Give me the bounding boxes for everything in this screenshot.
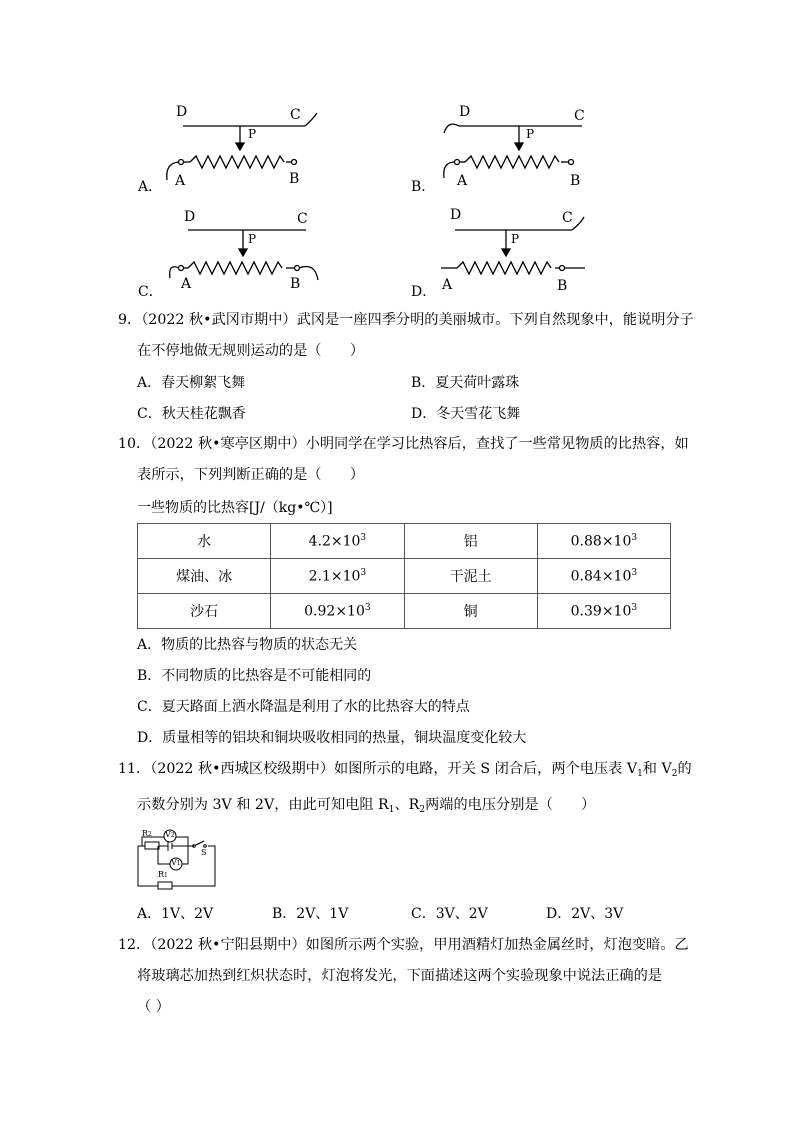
q9-stem-line2: 在不停地做无规则运动的是（ ） xyxy=(137,343,365,359)
q9-option-d[interactable]: D．冬天雪花飞舞 xyxy=(411,406,521,422)
q8-d-label-b: B xyxy=(557,278,568,294)
q11-label-v1: V1 xyxy=(171,858,181,867)
table-cell: $2.1\times 10^3$ xyxy=(271,559,404,594)
q8-option-a-diagram xyxy=(167,113,317,180)
q10-option-a[interactable]: A．物质的比热容与物质的状态无关 xyxy=(137,637,358,653)
q10-table-caption: 一些物质的比热容[J/（kg•℃）] xyxy=(137,500,333,516)
table-row xyxy=(138,559,671,594)
q11-label-s: S xyxy=(201,848,207,857)
table-cell: $0.92\times 10^3$ xyxy=(271,594,404,629)
q8-d-label-a: A xyxy=(442,277,453,293)
q8-c-label-c: C xyxy=(297,211,308,227)
table-cell: 干泥土 xyxy=(404,559,537,594)
q12-stem xyxy=(118,930,689,1023)
q8-option-d-label[interactable]: D． xyxy=(411,284,437,300)
q10-stem xyxy=(118,429,689,491)
q8-a-label-d: D xyxy=(176,104,188,120)
table-cell: 沙石 xyxy=(138,594,271,629)
q9-option-a[interactable]: A．春天柳絮飞舞 xyxy=(137,375,246,391)
table-cell: $0.88\times 10^3$ xyxy=(537,524,670,559)
table-cell: 铝 xyxy=(404,524,537,559)
q9-option-b[interactable]: B．夏天荷叶露珠 xyxy=(411,375,520,391)
q12-stem-line1: 12．（2022 秋•宁阳县期中）如图所示两个实验，甲用酒精灯加热金属丝时，灯泡变暗。乙 xyxy=(118,937,689,953)
q8-c-label-p: P xyxy=(248,232,257,246)
table-cell: $0.84\times 10^3$ xyxy=(537,559,670,594)
table-cell: 铜 xyxy=(404,594,537,629)
q9-stem-line1: 9．（2022 秋•武冈市期中）武冈是一座四季分明的美丽城市。下列自然现象中，能说明分子 xyxy=(118,312,694,328)
q8-option-a-label[interactable]: A． xyxy=(138,179,163,195)
q11-label-v2: V2 xyxy=(165,830,175,839)
q10-stem-line2: 表所示，下列判断正确的是（ ） xyxy=(137,467,365,483)
q8-a-label-a: A xyxy=(175,173,186,189)
q10-option-c[interactable]: C．夏天路面上洒水降温是利用了水的比热容大的特点 xyxy=(137,699,470,715)
q8-b-label-c: C xyxy=(574,108,585,124)
specific-heat-table xyxy=(137,523,671,629)
q8-a-label-c: C xyxy=(290,107,301,123)
q8-d-label-p: P xyxy=(511,232,520,246)
q8-a-label-p: P xyxy=(248,127,257,141)
q11-option-c[interactable]: C．3V、2V xyxy=(411,906,488,922)
q10-option-d[interactable]: D．质量相等的铝块和铜块吸收相同的热量，铜块温度变化较大 xyxy=(137,730,527,746)
q11-stem-line2: 示数分别为 3V 和 2V，由此可知电阻 $R_1$、$R_2$两端的电压分别是（ ） xyxy=(137,797,596,815)
q8-option-c-diagram xyxy=(170,230,318,280)
table-cell: $4.2\times 10^3$ xyxy=(271,524,404,559)
q8-c-label-b: B xyxy=(290,276,301,292)
table-row xyxy=(138,594,671,629)
q8-b-label-b: B xyxy=(570,173,581,189)
q8-d-label-c: C xyxy=(562,210,573,226)
table-cell: 煤油、冰 xyxy=(138,559,271,594)
q8-b-label-d: D xyxy=(459,104,471,120)
q8-b-label-p: P xyxy=(526,127,535,141)
q12-stem-line3: （ ） xyxy=(137,999,170,1015)
q10-stem-line1: 10．（2022 秋•寒亭区期中）小明同学在学习比热容后，查找了一些常见物质的比热容，如 xyxy=(118,436,689,452)
q8-d-label-d: D xyxy=(450,207,462,223)
q8-b-label-a: A xyxy=(457,173,468,189)
q11-option-b[interactable]: B．2V、1V xyxy=(272,906,349,922)
q8-rheostat-diagrams xyxy=(0,0,794,300)
q11-label-r1: R1 xyxy=(158,870,168,879)
q8-option-b-diagram xyxy=(444,124,582,178)
q12-stem-line2: 将玻璃芯加热到红炽状态时，灯泡将发光，下面描述这两个实验现象中说法正确的是 xyxy=(137,968,662,984)
q11-stem-line1: 11．（2022 秋•西城区校级期中）如图所示的电路，开关 S 闭合后，两个电压表 $V_1$和 $V_2$的 xyxy=(118,761,692,779)
q11-option-a[interactable]: A．1V、2V xyxy=(137,906,214,922)
q11-stem xyxy=(118,754,692,826)
table-cell: 水 xyxy=(138,524,271,559)
q8-option-c-label[interactable]: C． xyxy=(138,284,163,300)
table-row xyxy=(138,524,671,559)
q8-a-label-b: B xyxy=(289,171,300,187)
q8-option-b-label[interactable]: B． xyxy=(411,179,436,195)
q10-option-b[interactable]: B．不同物质的比热容是不可能相同的 xyxy=(137,668,372,684)
q8-c-label-a: A xyxy=(181,276,192,292)
table-cell: $0.39\times 10^3$ xyxy=(537,594,670,629)
q9-option-c[interactable]: C．秋天桂花飘香 xyxy=(137,406,246,422)
q8-c-label-d: D xyxy=(184,209,196,225)
q11-label-r2: R2 xyxy=(142,829,152,838)
q11-option-d[interactable]: D．2V、3V xyxy=(546,906,624,922)
q9-stem xyxy=(118,305,694,367)
